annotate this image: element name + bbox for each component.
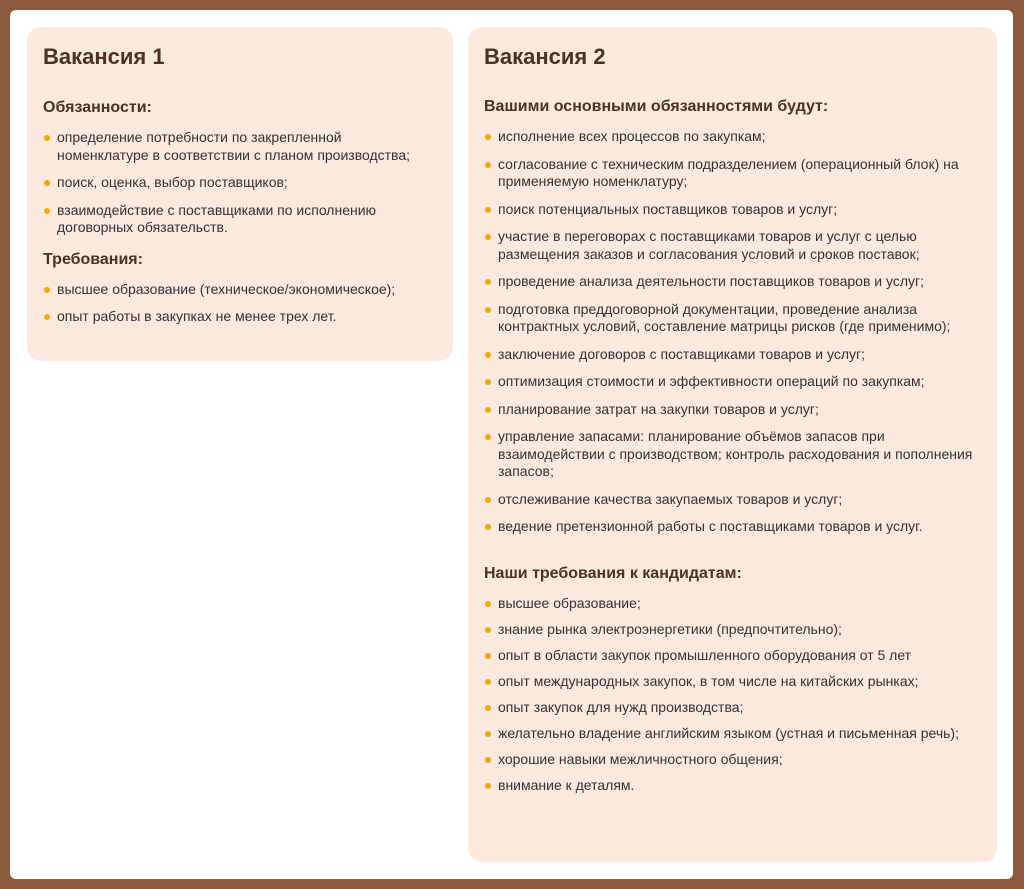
bullet-icon	[485, 352, 491, 358]
bullet-icon	[485, 407, 491, 413]
list-item-text: опыт в области закупок промышленного оборудования от 5 лет	[498, 646, 912, 663]
bullet-icon	[485, 307, 491, 313]
list-item	[484, 777, 981, 795]
list-item	[484, 699, 981, 717]
list-item-text: проведение анализа деятельности поставщиков товаров и услуг;	[498, 273, 925, 289]
bullet-icon	[485, 434, 491, 440]
list-item	[484, 673, 981, 691]
bullet-icon	[485, 783, 491, 789]
list-item	[43, 129, 437, 164]
list-item-text: желательно владение английским языком (устная и письменная речь);	[498, 724, 959, 741]
list-item	[484, 621, 981, 639]
bullet-icon	[44, 314, 50, 320]
list-item-text: управление запасами: планирование объёмов запасов при взаимодействии с производством; контроль расходования и пополнения запасов;	[498, 428, 973, 479]
list-item	[43, 281, 437, 299]
bullet-icon	[485, 705, 491, 711]
page	[10, 10, 1013, 879]
list-item-text: подготовка преддоговорной документации, проведение анализа контрактных условий, составление матрицы рисков (где применимо);	[498, 300, 951, 334]
list-item	[484, 401, 981, 419]
vacancy-2-requirements-list	[484, 595, 981, 795]
list-item	[484, 373, 981, 391]
list-item-text: оптимизация стоимости и эффективности операций по закупкам;	[498, 373, 925, 389]
bullet-icon	[44, 135, 50, 141]
bullet-icon	[44, 180, 50, 186]
list-item	[484, 518, 981, 536]
list-item-text: согласование с техническим подразделением (операционный блок) на применяемую номенклатуру;	[498, 155, 959, 189]
list-item-text: определение потребности по закрепленной номенклатуре в соответствии с планом производства;	[57, 129, 411, 163]
list-item-text: высшее образование;	[498, 594, 641, 611]
list-item	[484, 301, 981, 336]
list-item	[484, 201, 981, 219]
list-item	[484, 491, 981, 509]
vacancy-2-duties-title: Вашими основными обязанностями будут:	[484, 98, 829, 115]
list-item-text: высшее образование (техническое/экономическое);	[57, 280, 396, 297]
list-item-text: поиск, оценка, выбор поставщиков;	[57, 174, 288, 190]
vacancy-1-card	[27, 27, 453, 361]
list-item	[484, 647, 981, 665]
list-item-text: опыт работы в закупках не менее трех лет.	[57, 308, 337, 324]
list-item-text: хорошие навыки межличностного общения;	[498, 750, 783, 767]
vacancy-2-duties-list	[484, 128, 981, 536]
list-item-text: знание рынка электроэнергетики (предпочтительно);	[498, 620, 842, 637]
list-item	[484, 228, 981, 263]
list-item-text: опыт закупок для нужд производства;	[498, 698, 744, 715]
list-item	[43, 308, 437, 326]
bullet-icon	[485, 134, 491, 140]
bullet-icon	[485, 279, 491, 285]
list-item	[484, 346, 981, 364]
list-item-text: поиск потенциальных поставщиков товаров и услуг;	[498, 200, 838, 217]
list-item-text: отслеживание качества закупаемых товаров и услуг;	[498, 490, 843, 507]
list-item-text: планирование затрат на закупки товаров и услуг;	[498, 400, 819, 417]
bullet-icon	[485, 731, 491, 737]
list-item-text: заключение договоров с поставщиками товаров и услуг;	[498, 345, 866, 362]
list-item	[484, 595, 981, 613]
bullet-icon	[485, 379, 491, 385]
list-item	[484, 751, 981, 769]
bullet-icon	[485, 757, 491, 763]
vacancy-2-requirements-title: Наши требования к кандидатам:	[484, 564, 742, 582]
bullet-icon	[485, 162, 491, 168]
bullet-icon	[485, 653, 491, 659]
list-item-text: опыт международных закупок, в том числе на китайских рынках;	[498, 672, 919, 689]
list-item	[484, 156, 981, 191]
bullet-icon	[485, 679, 491, 685]
vacancy-1-requirements-list	[43, 281, 437, 326]
bullet-icon	[44, 287, 50, 293]
bullet-icon	[44, 208, 50, 214]
vacancy-1-title: Вакансия 1	[43, 44, 165, 69]
list-item	[43, 202, 437, 237]
list-item	[484, 128, 981, 146]
list-item-text: исполнение всех процессов по закупкам;	[498, 128, 766, 144]
vacancy-2-card	[468, 27, 997, 862]
bullet-icon	[485, 497, 491, 503]
list-item-text: ведение претензионной работы с поставщиками товаров и услуг.	[498, 518, 923, 534]
vacancy-1-duties-title: Обязанности:	[43, 99, 152, 116]
list-item-text: участие в переговорах с поставщиками товаров и услуг с целью размещения заказов и согласования условий и сроков поставок;	[498, 228, 920, 262]
bullet-icon	[485, 524, 491, 530]
list-item-text: взаимодействие с поставщиками по исполнению договорных обязательств.	[57, 201, 377, 235]
bullet-icon	[485, 627, 491, 633]
list-item	[484, 725, 981, 743]
list-item	[43, 174, 437, 192]
vacancy-2-title: Вакансия 2	[484, 44, 606, 69]
list-item	[484, 273, 981, 291]
list-item-text: внимание к деталям.	[498, 776, 635, 793]
vacancy-1-requirements-title: Требования:	[43, 250, 143, 268]
bullet-icon	[485, 601, 491, 607]
bullet-icon	[485, 234, 491, 240]
bullet-icon	[485, 207, 491, 213]
list-item	[484, 428, 981, 481]
vacancy-1-duties-list	[43, 129, 437, 237]
